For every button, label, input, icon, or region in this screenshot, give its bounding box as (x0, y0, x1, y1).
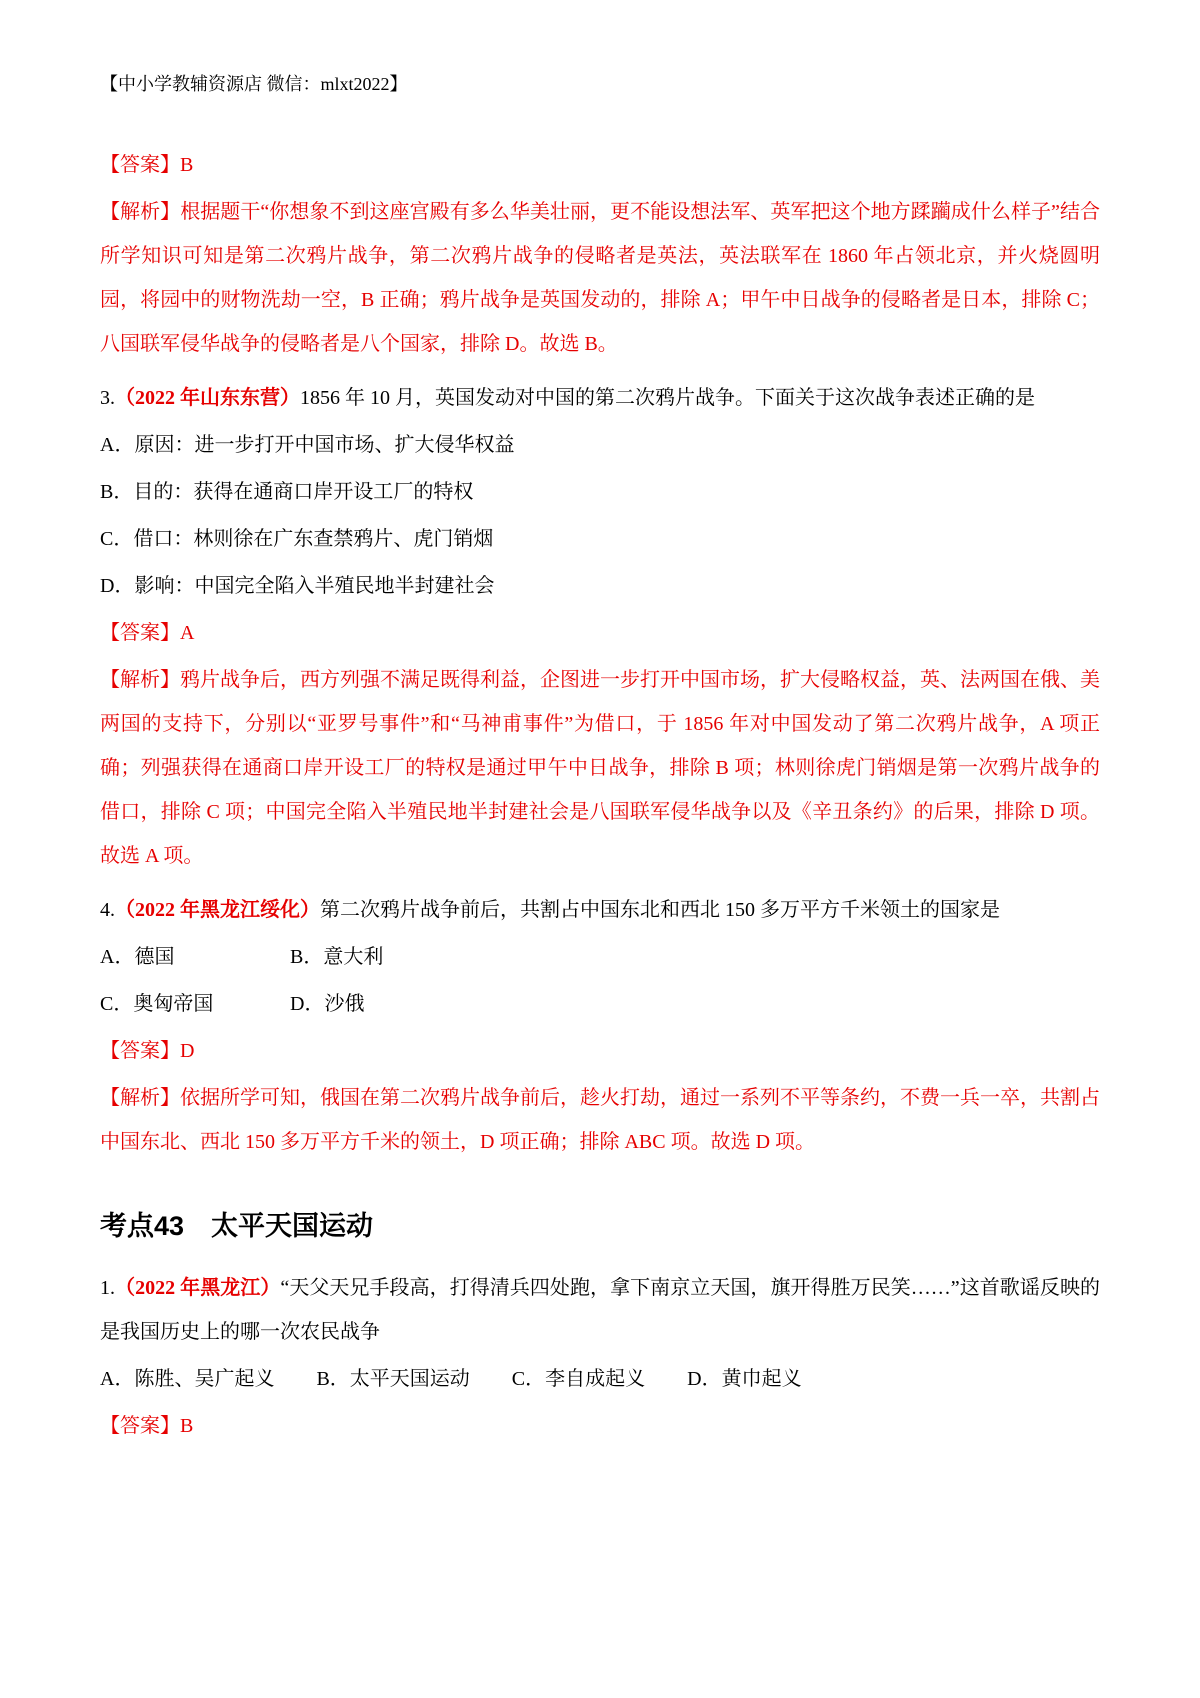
question-source: （2022 年黑龙江绥化） (115, 899, 320, 922)
question-number: 4. (100, 899, 115, 922)
answer-value: A (180, 622, 195, 645)
question-stem: 第二次鸦片战争前后，共割占中国东北和西北 150 多万平方千米领土的国家是 (320, 899, 1000, 922)
answer-value: D (180, 1040, 195, 1063)
answer-line (100, 143, 1100, 187)
answer-line (100, 1404, 1100, 1448)
analysis-paragraph (100, 1076, 1100, 1164)
option-row (100, 982, 1100, 1026)
option-line: D．影响：中国完全陷入半殖民地半封建社会 (100, 575, 495, 598)
question-number: 1. (100, 1276, 115, 1299)
question-stem: “天父天兄手段高，打得清兵四处跑，拿下南京立天国，旗开得胜万民笑……”这首歌谣反映的是我国历史上的哪一次农民战争 (100, 1276, 1100, 1343)
analysis-paragraph (100, 190, 1100, 366)
answer-value: B (180, 154, 194, 177)
answer-line (100, 1029, 1100, 1073)
question-stem: 1856 年 10 月，英国发动对中国的第二次鸦片战争。下面关于这次战争表述正确的是 (300, 387, 1035, 410)
analysis-text: 根据题干“你想象不到这座宫殿有多么华美壮丽，更不能设想法军、英军把这个地方蹂躏成什么样子”结合所学知识可知是第二次鸦片战争，第二次鸦片战争的侵略者是英法，英法联军在 1860 年占领北京，并火烧圆明园，将园中的财物洗劫一空，B 正确；鸦片战争是英国发动的，排除 A；甲午中日战争的侵略者是日本，排除 C；八国联军侵华战争的侵略者是八个国家，排除 D。故选 B。 (100, 201, 1100, 356)
option-item: C．奥匈帝国 (100, 993, 214, 1016)
answer-label: 【答案】 (100, 154, 180, 177)
answer-label: 【答案】 (100, 1414, 180, 1437)
document-body (100, 143, 1100, 1448)
question-stem-line (100, 888, 1100, 932)
analysis-paragraph (100, 658, 1100, 878)
option-item: A．德国 (100, 946, 175, 969)
section-heading: 考点43 太平天国运动 (100, 1211, 374, 1242)
question-stem-line (100, 1266, 1100, 1354)
option-row (100, 1357, 1100, 1401)
question-source: （2022 年山东东营） (115, 387, 300, 410)
analysis-label: 【解析】 (100, 1087, 180, 1110)
question-number: 3. (100, 387, 115, 410)
option-line: A．原因：进一步打开中国市场、扩大侵华权益 (100, 434, 515, 457)
question-source: （2022 年黑龙江） (115, 1276, 281, 1299)
question-stem-line (100, 376, 1100, 420)
answer-label: 【答案】 (100, 1040, 180, 1063)
option-line: B．目的：获得在通商口岸开设工厂的特权 (100, 481, 474, 504)
analysis-label: 【解析】 (100, 201, 181, 224)
answer-line (100, 611, 1100, 655)
option-item: D．沙俄 (290, 993, 365, 1016)
analysis-label: 【解析】 (100, 669, 180, 692)
answer-label: 【答案】 (100, 622, 180, 645)
analysis-text: 鸦片战争后，西方列强不满足既得利益，企图进一步打开中国市场，扩大侵略权益，英、法两国在俄、美两国的支持下，分别以“亚罗号事件”和“马神甫事件”为借口，于 1856 年对中国发动了第二次鸦片战争，A 项正确；列强获得在通商口岸开设工厂的特权是通过甲午中日战争，排除 B 项；林则徐虎门销烟是第一次鸦片战争的借口，排除 C 项；中国完全陷入半殖民地半封建社会是八国联军侵华战争以及《辛丑条约》的后果，排除 D 项。故选 A 项。 (100, 669, 1100, 868)
analysis-text: 依据所学可知，俄国在第二次鸦片战争前后，趁火打劫，通过一系列不平等条约，不费一兵一卒，共割占中国东北、西北 150 多万平方千米的领土，D 项正确；排除 ABC 项。故选 D 项。 (100, 1087, 1100, 1154)
answer-value: B (180, 1414, 194, 1437)
option-item: C．李自成起义 (511, 1367, 646, 1390)
option-item: B．意大利 (290, 946, 384, 969)
option-row (100, 935, 1100, 979)
option-item: A．陈胜、吴广起义 (100, 1367, 275, 1390)
option-item: D．黄巾起义 (687, 1367, 802, 1390)
option-item: B．太平天国运动 (316, 1367, 470, 1390)
document-header: 【中小学教辅资源店 微信：mlxt2022】 (100, 74, 408, 94)
option-line: C．借口：林则徐在广东查禁鸦片、虎门销烟 (100, 528, 494, 551)
